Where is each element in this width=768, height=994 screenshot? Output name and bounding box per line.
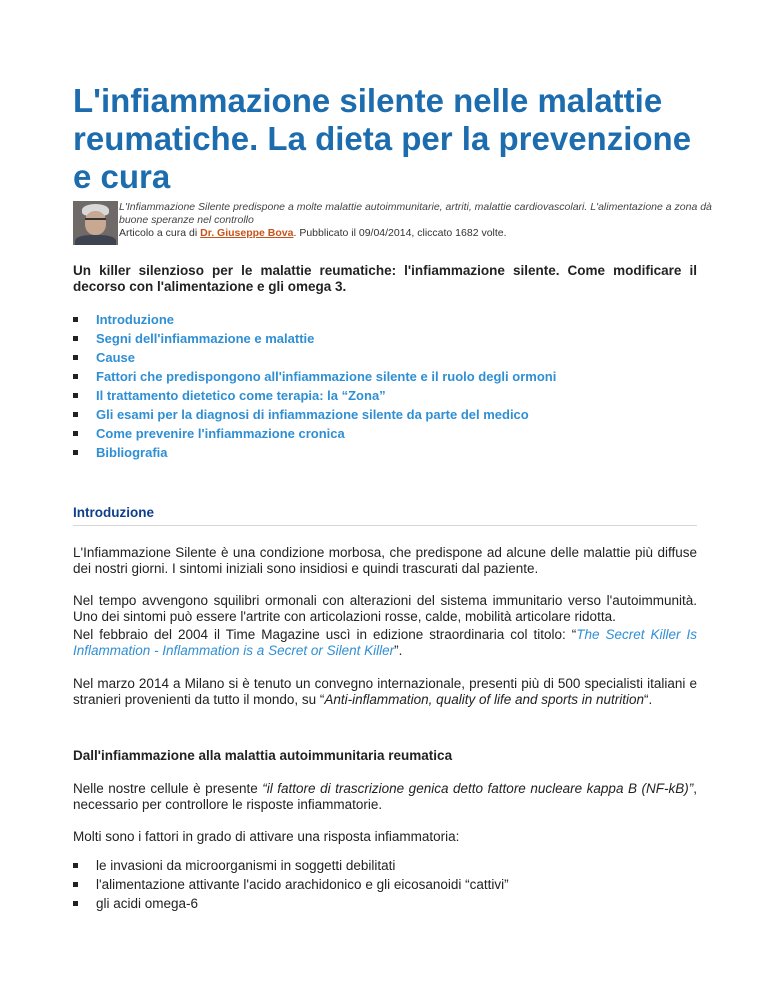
intro-paragraph-2: Nel tempo avvengono squilibri ormonali con alterazioni del sistema immunitario verso l'autoimmunità. Uno dei sintomi può essere l'artrite con articolazioni rosse, calde, mobilità articolare ridotta. <box>73 593 697 624</box>
section-heading-autoimmunitaria: Dall'infiammazione alla malattia autoimmunitaria reumatica <box>73 748 453 763</box>
auto-p1-after: , necessario per controllore le risposte infiammatorie. <box>73 781 698 812</box>
toc-item <box>73 405 713 424</box>
intro-p4-after: “. <box>644 692 653 707</box>
toc-item <box>73 310 713 329</box>
convegno-title-quote: Anti-inflammation, quality of life and sports in nutrition <box>324 692 645 707</box>
list-item <box>73 894 713 913</box>
toc-item <box>73 443 713 462</box>
article-abstract: L'Infiammazione Silente predispone a molte malattie autoimmunitarie, artriti, malattie cardiovascolari. L'alimentazione a zona dà buone speranze nel controllo <box>119 201 712 226</box>
list-item <box>73 856 713 875</box>
byline-suffix: . Pubblicato il 09/04/2014, cliccato 1682 volte. <box>293 227 507 239</box>
square-bullet-icon <box>73 317 78 322</box>
article-title: L'infiammazione silente nelle malattie reumatiche. La dieta per la prevenzione e cura <box>73 82 692 195</box>
toc-link-introduzione[interactable]: Introduzione <box>96 312 174 327</box>
intro-paragraph-1: L'Infiammazione Silente è una condizione morbosa, che predispone ad alcune delle malattie più diffuse dei nostri giorni. I sintomi iniziali sono insidiosi e quindi trascurati dal paziente. <box>73 545 697 576</box>
avatar-shirt <box>75 235 116 245</box>
time-magazine-quote: The Secret Killer Is Inflammation - Inflammation is a Secret or Silent Killer <box>73 627 697 658</box>
square-bullet-icon <box>73 901 78 906</box>
author-link[interactable]: Dr. Giuseppe Bova <box>200 227 294 239</box>
auto-p1-before: Nelle nostre cellule è presente <box>73 781 263 796</box>
list-item-text: l'alimentazione attivante l'acido arachidonico e gli eicosanoidi “cattivi” <box>96 877 509 892</box>
author-block <box>73 201 713 245</box>
intro-p3-before: Nel febbraio del 2004 il Time Magazine uscì in edizione straordinaria col titolo: “ <box>73 627 577 642</box>
list-item-text: gli acidi omega-6 <box>96 896 199 911</box>
toc-link-bibliografia[interactable]: Bibliografia <box>96 445 168 460</box>
author-avatar <box>73 201 118 245</box>
square-bullet-icon <box>73 374 78 379</box>
avatar-glasses <box>85 218 106 224</box>
square-bullet-icon <box>73 336 78 341</box>
square-bullet-icon <box>73 882 78 887</box>
square-bullet-icon <box>73 355 78 360</box>
square-bullet-icon <box>73 393 78 398</box>
intro-paragraph-4 <box>73 676 697 708</box>
inflammation-factors-list <box>73 856 713 913</box>
byline-prefix: Articolo a cura di <box>119 227 198 239</box>
auto-paragraph-1 <box>73 781 697 813</box>
square-bullet-icon <box>73 412 78 417</box>
toc-link-fattori[interactable]: Fattori che predispongono all'infiammazione silente e il ruolo degli ormoni <box>96 369 557 384</box>
article-byline <box>119 227 507 240</box>
table-of-contents <box>73 310 713 462</box>
list-item <box>73 875 713 894</box>
toc-link-segni[interactable]: Segni dell'infiammazione e malattie <box>96 331 315 346</box>
intro-p3-after: ”. <box>394 643 403 658</box>
square-bullet-icon <box>73 863 78 868</box>
toc-item <box>73 424 713 443</box>
square-bullet-icon <box>73 450 78 455</box>
toc-item <box>73 386 713 405</box>
toc-item <box>73 348 713 367</box>
intro-paragraph-3 <box>73 627 697 659</box>
toc-link-prevenire[interactable]: Come prevenire l'infiammazione cronica <box>96 426 345 441</box>
toc-link-esami[interactable]: Gli esami per la diagnosi di infiammazione silente da parte del medico <box>96 407 529 422</box>
toc-item <box>73 367 713 386</box>
toc-link-trattamento[interactable]: Il trattamento dietetico come terapia: la “Zona” <box>96 388 386 403</box>
square-bullet-icon <box>73 431 78 436</box>
auto-paragraph-2: Molti sono i fattori in grado di attivare una risposta infiammatoria: <box>73 829 460 844</box>
intro-p4-before: Nel marzo 2014 a Milano si è tenuto un convegno internazionale, presenti più di 500 specialisti italiani e stranieri provenienti da tutto il mondo, su “ <box>73 676 697 707</box>
toc-link-cause[interactable]: Cause <box>96 350 136 365</box>
list-item-text: le invasioni da microorganismi in soggetti debilitati <box>96 858 396 873</box>
section-heading-introduzione: Introduzione <box>73 505 697 526</box>
toc-item <box>73 329 713 348</box>
article-lead: Un killer silenzioso per le malattie reumatiche: l'infiammazione silente. Come modificare il decorso con l'alimentazione e gli omega 3. <box>73 263 697 294</box>
nfkb-quote: “il fattore di trascrizione genica detto fattore nucleare kappa B (NF-kB)” <box>262 781 694 796</box>
